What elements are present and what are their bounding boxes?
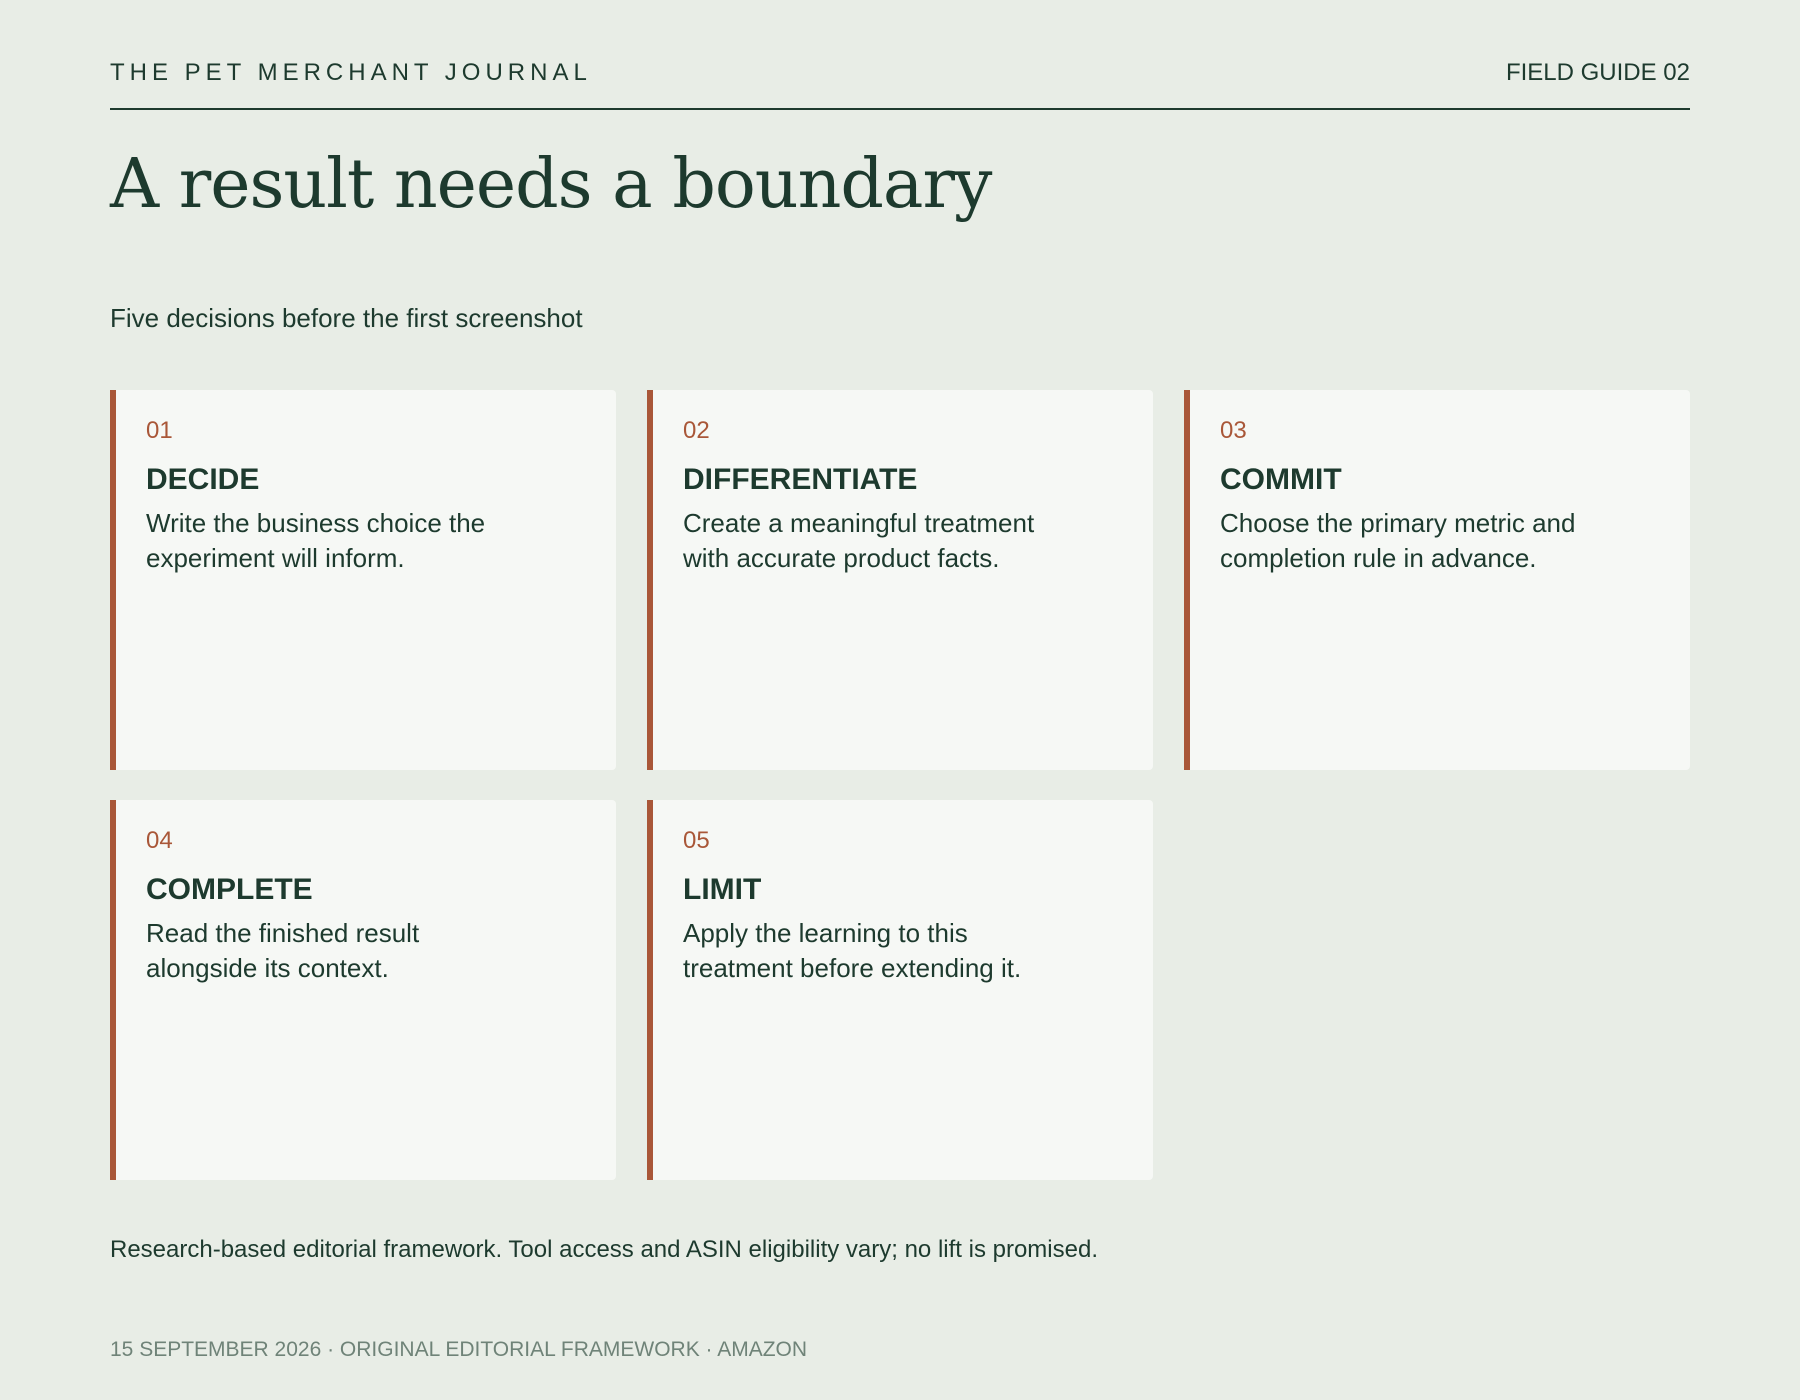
card-body: Apply the learning to this treatment before extending it. [683, 918, 1022, 983]
decision-card-complete [110, 800, 616, 1180]
card-number: 02 [683, 417, 710, 444]
card-title: COMPLETE [146, 873, 313, 906]
card-title: LIMIT [683, 873, 762, 906]
card-body: Create a meaningful treatment with accurate product facts. [683, 508, 1035, 573]
disclaimer: Research-based editorial framework. Tool access and ASIN eligibility vary; no lift is promised. [110, 1236, 1098, 1263]
masthead [110, 58, 1690, 110]
decision-card-commit [1184, 390, 1690, 770]
card-number: 04 [146, 827, 173, 854]
card-title: DIFFERENTIATE [683, 463, 918, 496]
card-number: 03 [1220, 417, 1247, 444]
page [110, 0, 1690, 1400]
decision-card-differentiate [647, 390, 1153, 770]
card-title: COMMIT [1220, 463, 1342, 496]
card-number: 01 [146, 417, 173, 444]
card-number: 05 [683, 827, 710, 854]
page-subtitle: Five decisions before the first screenshot [110, 303, 583, 333]
card-body: Choose the primary metric and completion rule in advance. [1220, 508, 1576, 573]
card-title: DECIDE [146, 463, 260, 496]
page-title: A result needs a boundary [110, 145, 992, 224]
guide-label: FIELD GUIDE 02 [1505, 59, 1690, 86]
publication-name: THE PET MERCHANT JOURNAL [110, 59, 592, 86]
card-body: Write the business choice the experiment will inform. [146, 508, 486, 573]
footer-credits: 15 SEPTEMBER 2026 · ORIGINAL EDITORIAL FRAMEWORK · AMAZON [110, 1338, 808, 1361]
decision-card-decide [110, 390, 616, 770]
decision-card-limit [647, 800, 1153, 1180]
card-body: Read the finished result alongside its context. [146, 918, 420, 983]
